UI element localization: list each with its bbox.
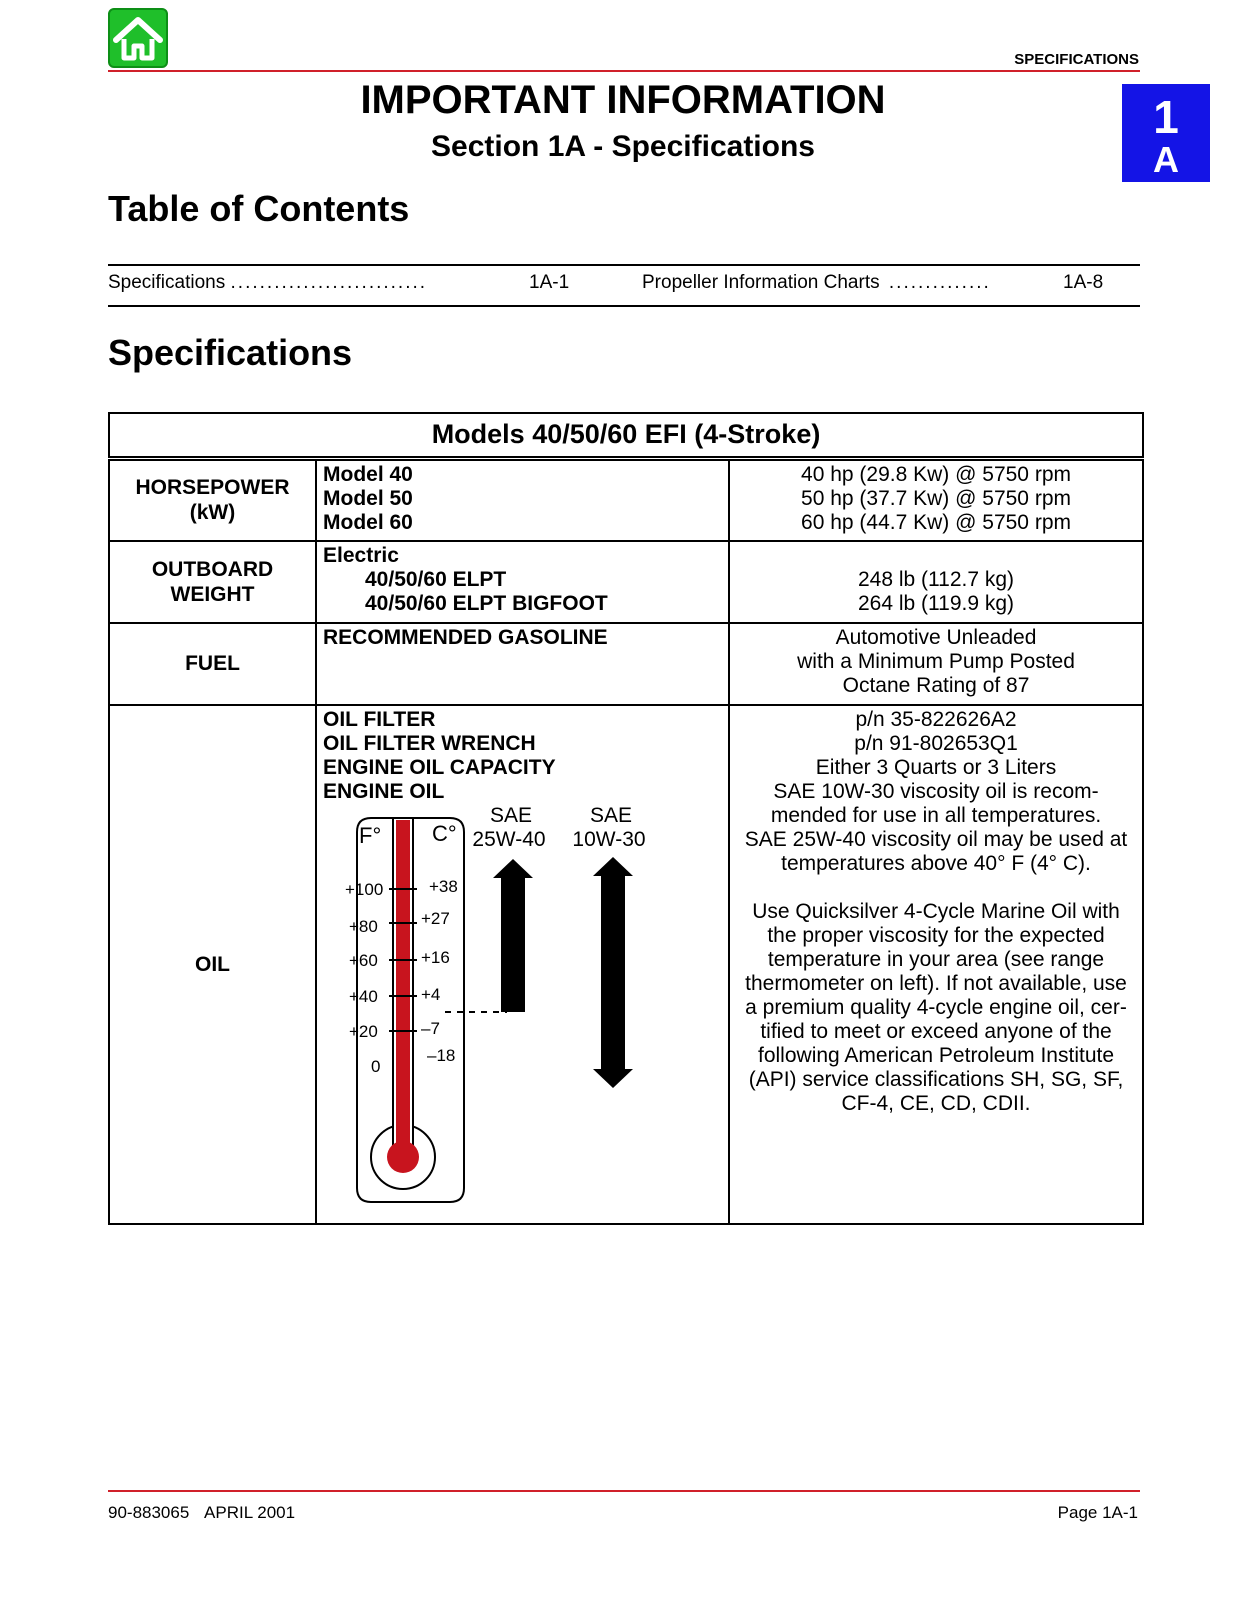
- home-button[interactable]: [108, 8, 168, 68]
- c-tick-label: +27: [421, 908, 450, 928]
- oil-temperature-diagram: [317, 706, 730, 1225]
- oil-value-line: SAE 25W-40 viscosity oil may be used at: [744, 827, 1128, 851]
- horsepower-values: [729, 459, 1143, 541]
- thermometer-mercury: [396, 820, 410, 1156]
- f-tick-label: +80: [349, 916, 378, 936]
- fuel-values: [729, 623, 1143, 705]
- oil-value-line: Use Quicksilver 4-Cycle Marine Oil with: [752, 899, 1120, 923]
- weight-group: Electric: [323, 543, 399, 567]
- oil-value-line: following American Petroleum Institute: [758, 1043, 1115, 1067]
- toc-top-rule: [108, 264, 1140, 266]
- c-tick-label: +4: [421, 984, 441, 1004]
- weight-value-spacer: [734, 544, 1138, 568]
- section-tab-number: 1: [1153, 91, 1179, 143]
- oil-items: [316, 705, 729, 1224]
- toc-entry-page[interactable]: 1A-1: [529, 272, 570, 293]
- oil-value-line: (API) service classifications SH, SG, SF,: [748, 1067, 1124, 1091]
- sae-10w30-label-2: 10W-30: [572, 827, 646, 851]
- weight-models: [316, 541, 729, 623]
- f-tick-label: +20: [349, 1021, 378, 1041]
- section-label: SPECIFICATIONS: [1014, 51, 1139, 68]
- toc-bottom-rule: [108, 305, 1140, 307]
- toc-entry-label: Specifications: [108, 272, 226, 293]
- fuel-value: Automotive Unleaded: [835, 625, 1037, 649]
- horsepower-value: 40 hp (29.8 Kw) @ 5750 rpm: [801, 463, 1071, 486]
- f-tick-label: +40: [349, 986, 378, 1006]
- page-subtitle: Section 1A - Specifications: [431, 130, 815, 163]
- model-item: Model 50: [323, 487, 413, 510]
- fahrenheit-label: F°: [359, 822, 382, 848]
- oil-value-line: the proper viscosity for the expected: [767, 923, 1105, 947]
- model-item: Model 40: [323, 463, 413, 486]
- fuel-item: RECOMMENDED GASOLINE: [316, 623, 729, 705]
- toc-entry-dots: ...........................: [230, 272, 428, 293]
- footer-doc-number: 90-883065: [108, 1503, 190, 1522]
- weight-label-line-1: OUTBOARD: [151, 557, 274, 581]
- table-row-weight: [109, 541, 1143, 623]
- specifications-table: [108, 412, 1144, 1225]
- f-tick-label: +100: [345, 879, 384, 899]
- horsepower-value: 60 hp (44.7 Kw) @ 5750 rpm: [801, 511, 1071, 534]
- oil-value-line: a premium quality 4-cycle engine oil, cer-: [745, 995, 1127, 1019]
- thermometer-bulb: [387, 1141, 419, 1173]
- footer-doc-info: [108, 1503, 295, 1523]
- fuel-value: with a Minimum Pump Posted: [797, 649, 1075, 673]
- oil-values-list: [734, 708, 1138, 1116]
- oil-value-line: temperatures above 40° F (4° C).: [781, 851, 1091, 875]
- oil-value-line: [734, 876, 1138, 900]
- horsepower-value: 50 hp (37.7 Kw) @ 5750 rpm: [801, 487, 1071, 510]
- fuel-value: Octane Rating of 87: [842, 673, 1030, 697]
- page-title: IMPORTANT INFORMATION: [360, 78, 886, 122]
- sae-10w30-label-1: SAE: [589, 803, 633, 827]
- footer-rule: [108, 1490, 1140, 1492]
- oil-value-line: p/n 35-822626A2: [855, 707, 1017, 731]
- oil-value-line: p/n 91-802653Q1: [854, 731, 1018, 755]
- f-tick-label: +60: [349, 950, 378, 970]
- c-tick-label: +16: [421, 947, 450, 967]
- toc-heading: Table of Contents: [108, 188, 410, 229]
- horsepower-label: [109, 459, 316, 541]
- oil-item: OIL FILTER WRENCH: [323, 731, 536, 755]
- f-tick-label: 0: [371, 1056, 381, 1076]
- celsius-label: C°: [432, 820, 457, 846]
- oil-item: OIL FILTER: [323, 707, 436, 731]
- oil-value-line: temperature in your area (see range: [767, 947, 1105, 971]
- oil-value-line: tified to meet or exceed anyone of the: [760, 1019, 1112, 1043]
- c-tick-label: –18: [427, 1045, 456, 1065]
- table-row-oil: [109, 705, 1143, 1224]
- specifications-heading: Specifications: [108, 332, 353, 373]
- fuel-label: FUEL: [109, 623, 316, 705]
- weight-value: 248 lb (112.7 kg): [857, 567, 1015, 591]
- oil-label: OIL: [109, 705, 316, 1224]
- sae-25w40-label-2: 25W-40: [472, 827, 546, 851]
- toc-entry-dots: ..............: [888, 272, 991, 293]
- c-tick-label: +38: [429, 876, 458, 896]
- sae-25w40-label-1: SAE: [489, 803, 533, 827]
- toc-entry-label: Propeller Information Charts: [642, 272, 880, 293]
- oil-values: [729, 705, 1143, 1224]
- oil-value-line: thermometer on left). If not available, use: [745, 971, 1127, 995]
- weight-label-line-2: WEIGHT: [170, 582, 255, 606]
- model-item: Model 60: [323, 511, 413, 534]
- sae-25w40-arrow: [493, 859, 533, 1012]
- horsepower-models: [316, 459, 729, 541]
- toc-entry-propeller-charts[interactable]: [642, 272, 991, 294]
- footer-page-number: Page 1A-1: [1057, 1503, 1138, 1522]
- oil-value-line: CF-4, CE, CD, CDII.: [841, 1091, 1031, 1115]
- oil-value-line: Either 3 Quarts or 3 Liters: [815, 755, 1057, 779]
- weight-item: 40/50/60 ELPT BIGFOOT: [365, 591, 608, 615]
- oil-item: ENGINE OIL CAPACITY: [323, 755, 556, 779]
- horsepower-label-line-1: HORSEPOWER: [135, 476, 290, 500]
- horsepower-label-line-2: (kW): [189, 501, 236, 525]
- sae-10w30-arrow: [593, 857, 633, 1088]
- oil-value-line: mended for use in all temperatures.: [770, 803, 1102, 827]
- home-icon: [110, 10, 166, 66]
- table-row-fuel: [109, 623, 1143, 705]
- footer-date: APRIL 2001: [204, 1503, 296, 1522]
- oil-value-line: SAE 10W-30 viscosity oil is recom-: [773, 779, 1099, 803]
- header-rule: [108, 70, 1140, 72]
- weight-value: 264 lb (119.9 kg): [857, 591, 1015, 615]
- table-row-horsepower: [109, 459, 1143, 541]
- table-title: Models 40/50/60 EFI (4-Stroke): [109, 413, 1143, 459]
- weight-label: [109, 541, 316, 623]
- weight-values: [729, 541, 1143, 623]
- toc-entry-specifications[interactable]: [108, 272, 427, 294]
- c-tick-label: –7: [421, 1018, 440, 1038]
- section-tab-letter: A: [1153, 139, 1179, 180]
- oil-item: ENGINE OIL: [323, 779, 445, 803]
- toc-entry-page[interactable]: 1A-8: [1063, 272, 1104, 293]
- weight-item: 40/50/60 ELPT: [365, 567, 507, 591]
